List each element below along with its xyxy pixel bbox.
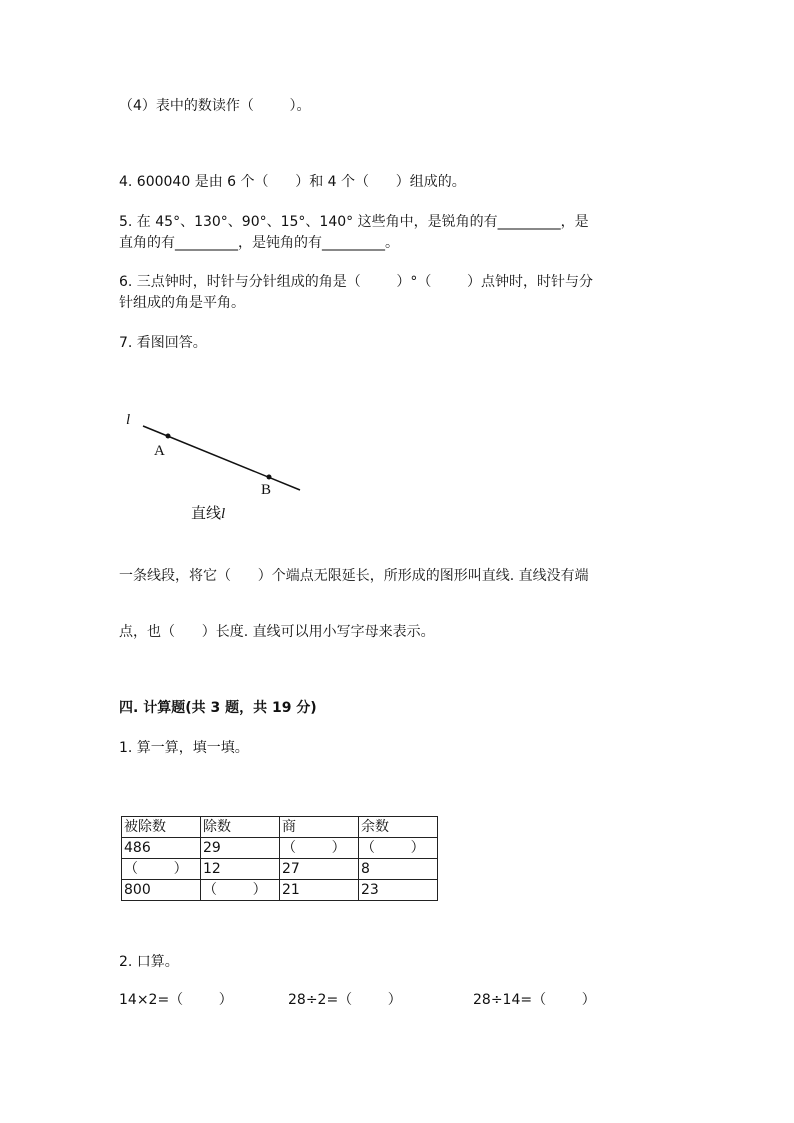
section-4-title: 四. 计算题(共 3 题，共 19 分)	[119, 700, 317, 716]
table-cell: 486	[122, 838, 201, 859]
division-table	[121, 816, 438, 901]
calc-2-title: 2. 口算。	[119, 954, 179, 970]
question-5-line-1: 5. 在 45°、130°、90°、15°、140° 这些角中，是锐角的有_________，是	[119, 214, 589, 230]
question-7-title: 7. 看图回答。	[119, 335, 207, 351]
point-b-label: B	[261, 482, 272, 498]
caption-text: 直线	[191, 506, 222, 522]
table-cell: 23	[359, 880, 438, 901]
question-5-line-2: 直角的有_________，是钝角的有_________。	[119, 235, 399, 251]
question-4-sub-4: （4）表中的数读作（ ）。	[119, 98, 311, 114]
table-cell: 12	[201, 859, 280, 880]
oral-item: 14×2=（ ）	[119, 992, 233, 1008]
table-header-cell: 除数	[201, 817, 280, 838]
table-cell: （ ）	[359, 838, 438, 859]
question-7-line-1: 一条线段，将它（ ）个端点无限延长，所形成的图形叫直线. 直线没有端	[119, 568, 589, 584]
table-row	[122, 859, 438, 880]
calc-1-title: 1. 算一算，填一填。	[119, 740, 249, 756]
table-cell: 27	[280, 859, 359, 880]
table-cell: （ ）	[201, 880, 280, 901]
question-7-line-2: 点，也（ ）长度. 直线可以用小写字母来表示。	[119, 624, 435, 640]
table-cell: 8	[359, 859, 438, 880]
table-row	[122, 838, 438, 859]
table-cell: （ ）	[122, 859, 201, 880]
table-header-row	[122, 817, 438, 838]
question-4: 4. 600040 是由 6 个（ ）和 4 个（ ）组成的。	[119, 174, 466, 190]
table-cell: 21	[280, 880, 359, 901]
table-header-cell: 被除数	[122, 817, 201, 838]
table-cell: 800	[122, 880, 201, 901]
table-cell: 29	[201, 838, 280, 859]
point-a-dot	[166, 434, 171, 439]
table-cell: （ ）	[280, 838, 359, 859]
point-a-label: A	[154, 443, 165, 459]
table-header-cell: 商	[280, 817, 359, 838]
question-6-line-1: 6. 三点钟时，时针与分针组成的角是（ ）°（ ）点钟时，时针与分	[119, 274, 594, 290]
caption-var: l	[221, 506, 226, 522]
question-6-line-2: 针组成的角是平角。	[119, 295, 245, 311]
oral-item: 28÷2=（ ）	[288, 992, 402, 1008]
figure-caption	[191, 502, 225, 523]
table-row	[122, 880, 438, 901]
oral-item: 28÷14=（ ）	[473, 992, 596, 1008]
point-b-dot	[267, 475, 272, 480]
line-label: l	[126, 412, 131, 428]
table-header-cell: 余数	[359, 817, 438, 838]
